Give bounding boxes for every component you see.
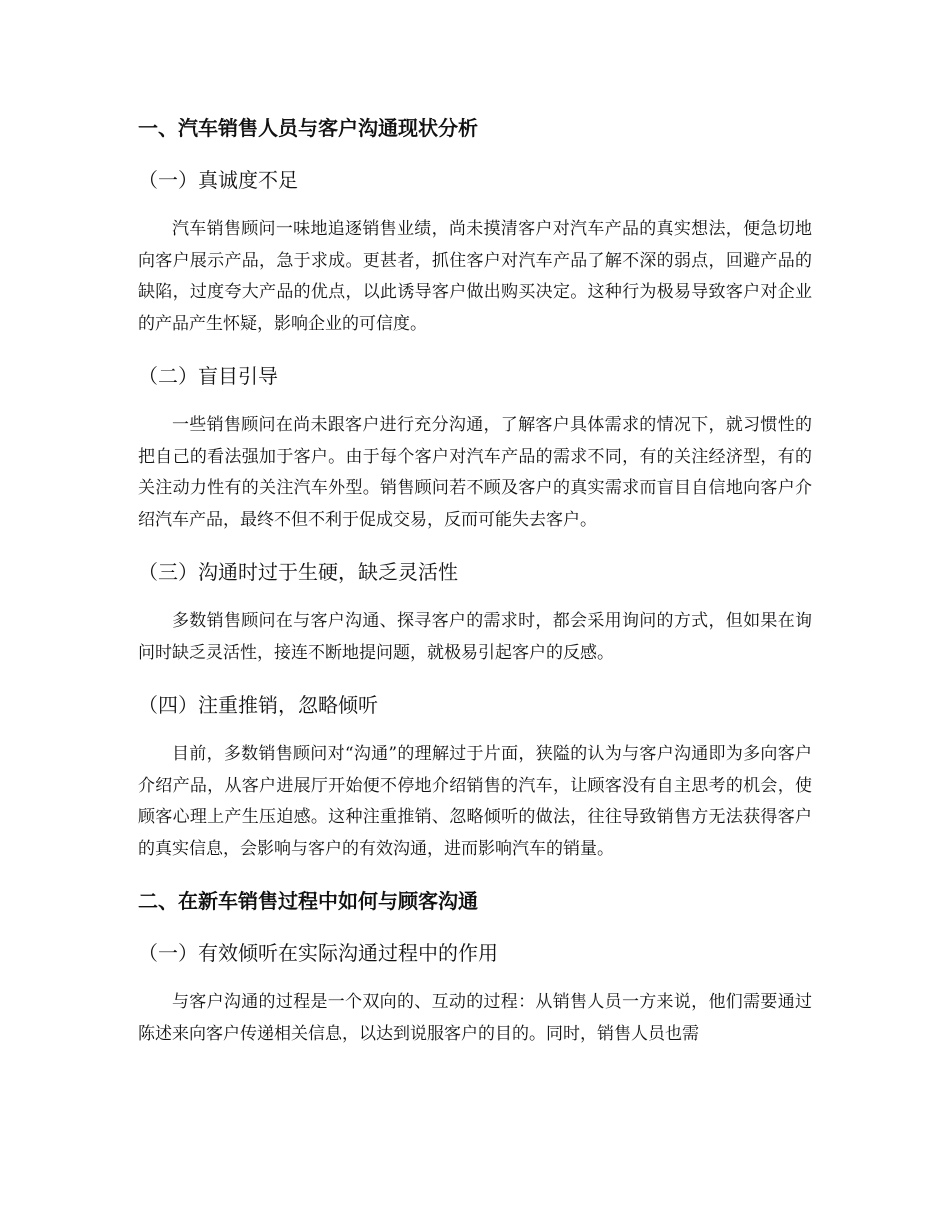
paragraph-1-1: 汽车销售顾问一味地追逐销售业绩，尚未摸清客户对汽车产品的真实想法，便急切地向客户展示产品，急于求成。更甚者，抓住客户对汽车产品了解不深的弱点，回避产品的缺陷，过度夸大产品的优点，以此诱导客户做出购买决定。这种行为极易导致客户对企业的产品产生怀疑，影响企业的可信度。 (138, 219, 812, 334)
paragraph-2-1: 与客户沟通的过程是一个双向的、互动的过程：从销售人员一方来说，他们需要通过陈述来向客户传递相关信息，以达到说服客户的目的。同时，销售人员也需 (138, 992, 812, 1044)
section-heading-2: 二、在新车销售过程中如何与顾客沟通 (138, 889, 478, 913)
section-heading-1: 一、汽车销售人员与客户沟通现状分析 (138, 116, 478, 140)
paragraph-1-4: 目前，多数销售顾问对“沟通”的理解过于片面，狭隘的认为与客户沟通即为多向客户介绍产品，从客户进展厅开始便不停地介绍销售的汽车，让顾客没有自主思考的机会，使顾客心理上产生压迫感。这种注重推销、忽略倾听的做法，往往导致销售方无法获得客户的真实信息，会影响与客户的有效沟通，进而影响汽车的销量。 (138, 744, 812, 859)
subsection-heading-1-4: （四）注重推销，忽略倾听 (138, 693, 378, 717)
paragraph-1-3: 多数销售顾问在与客户沟通、探寻客户的需求时，都会采用询问的方式，但如果在询问时缺乏灵活性，接连不断地提问题，就极易引起客户的反感。 (138, 611, 812, 663)
subsection-heading-1-2: （二）盲目引导 (138, 364, 278, 388)
subsection-heading-1-3: （三）沟通时过于生硬，缺乏灵活性 (138, 560, 458, 584)
subsection-heading-2-1: （一）有效倾听在实际沟通过程中的作用 (138, 941, 498, 965)
paragraph-1-2: 一些销售顾问在尚未跟客户进行充分沟通，了解客户具体需求的情况下，就习惯性的把自己的看法强加于客户。由于每个客户对汽车产品的需求不同，有的关注经济型，有的关注动力性有的关注汽车外型。销售顾问若不顾及客户的真实需求而盲目自信地向客户介绍汽车产品，最终不但不利于促成交易，反而可能失去客户。 (138, 415, 812, 530)
subsection-heading-1-1: （一）真诚度不足 (138, 168, 298, 192)
